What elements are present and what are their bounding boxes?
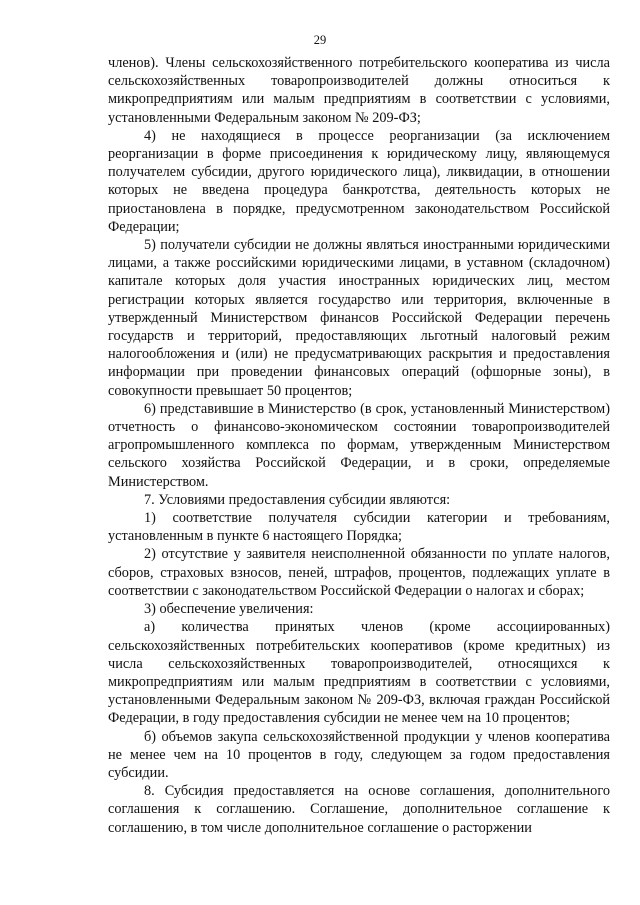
paragraph-condition-1: 1) соответствие получателя субсидии категории и требованиям, установленным в пункте 6 настоящего Порядка; (108, 510, 610, 545)
paragraph-item-6: 6) представившие в Министерство (в срок, установленный Министерством) отчетность о финансово-экономическом состоянии товаропроизводителей агропромышленного комплекса по формам, утвержденным Министерством сельского хозяйства Российской Федерации, и в сроки, определяемые Министерством. (108, 400, 610, 490)
paragraph-subitem-b: б) объемов закупа сельскохозяйственной продукции у членов кооператива не менее чем на 10 процентов в году, следующем за годом предоставления субсидии. (108, 728, 610, 781)
paragraph-continuation: членов). Члены сельскохозяйственного потребительского кооператива из числа сельскохозяйственных товаропроизводителей должны относиться к микропредприятиям или малым предприятиям в соответствии с условиями, установленными Федеральным законом № 209-ФЗ; (108, 55, 610, 126)
section-8-paragraph: 8. Субсидия предоставляется на основе соглашения, дополнительного соглашения к соглашению. Соглашение, дополнительное соглашение к соглашению, в том числе дополнительное соглашение о расторжении (108, 783, 610, 836)
paragraph-condition-2: 2) отсутствие у заявителя неисполненной обязанности по уплате налогов, сборов, страховых взносов, пеней, штрафов, процентов, подлежащих уплате в соответствии с законодательством Российской Федерации о налогах и сборах; (108, 546, 610, 599)
section-7-heading: 7. Условиями предоставления субсидии являются: (144, 491, 451, 508)
page-number: 29 (313, 33, 327, 47)
paragraph-subitem-a: а) количества принятых членов (кроме ассоциированных) сельскохозяйственных потребительских кооперативов (кроме кредитных) из числа сельскохозяйственных товаропроизводителей, относящихся к микропредприятиям или малым предприятиям в соответствии с условиями, установленными Федеральным законом № 209-ФЗ, включая граждан Российской Федерации, в году предоставления субсидии не менее чем на 10 процентов; (108, 619, 610, 727)
paragraph-item-5: 5) получатели субсидии не должны являться иностранными юридическими лицами, а также российскими юридическими лицами, в уставном (складочном) капитале которых доля участия иностранных юридических лиц, местом регистрации которых является государство или территория, включенные в утвержденный Министерством финансов Российской Федерации перечень государств и территорий, предоставляющих льготный налоговый режим налогообложения и (или) не предусматривающих раскрытия и предоставления информации при проведении финансовых операций (офшорные зоны), в совокупности превышает 50 процентов; (108, 237, 610, 399)
document-body (108, 54, 610, 837)
paragraph-item-4: 4) не находящиеся в процессе реорганизации (за исключением реорганизации в форме присоединения к юридическому лицу, являющемуся получателем субсидии, другого юридического лица), ликвидации, в отношении которых не введена процедура банкротства, деятельность которых не приостановлена в порядке, предусмотренном законодательством Российской Федерации; (108, 127, 610, 235)
paragraph-condition-3: 3) обеспечение увеличения: (144, 601, 314, 618)
